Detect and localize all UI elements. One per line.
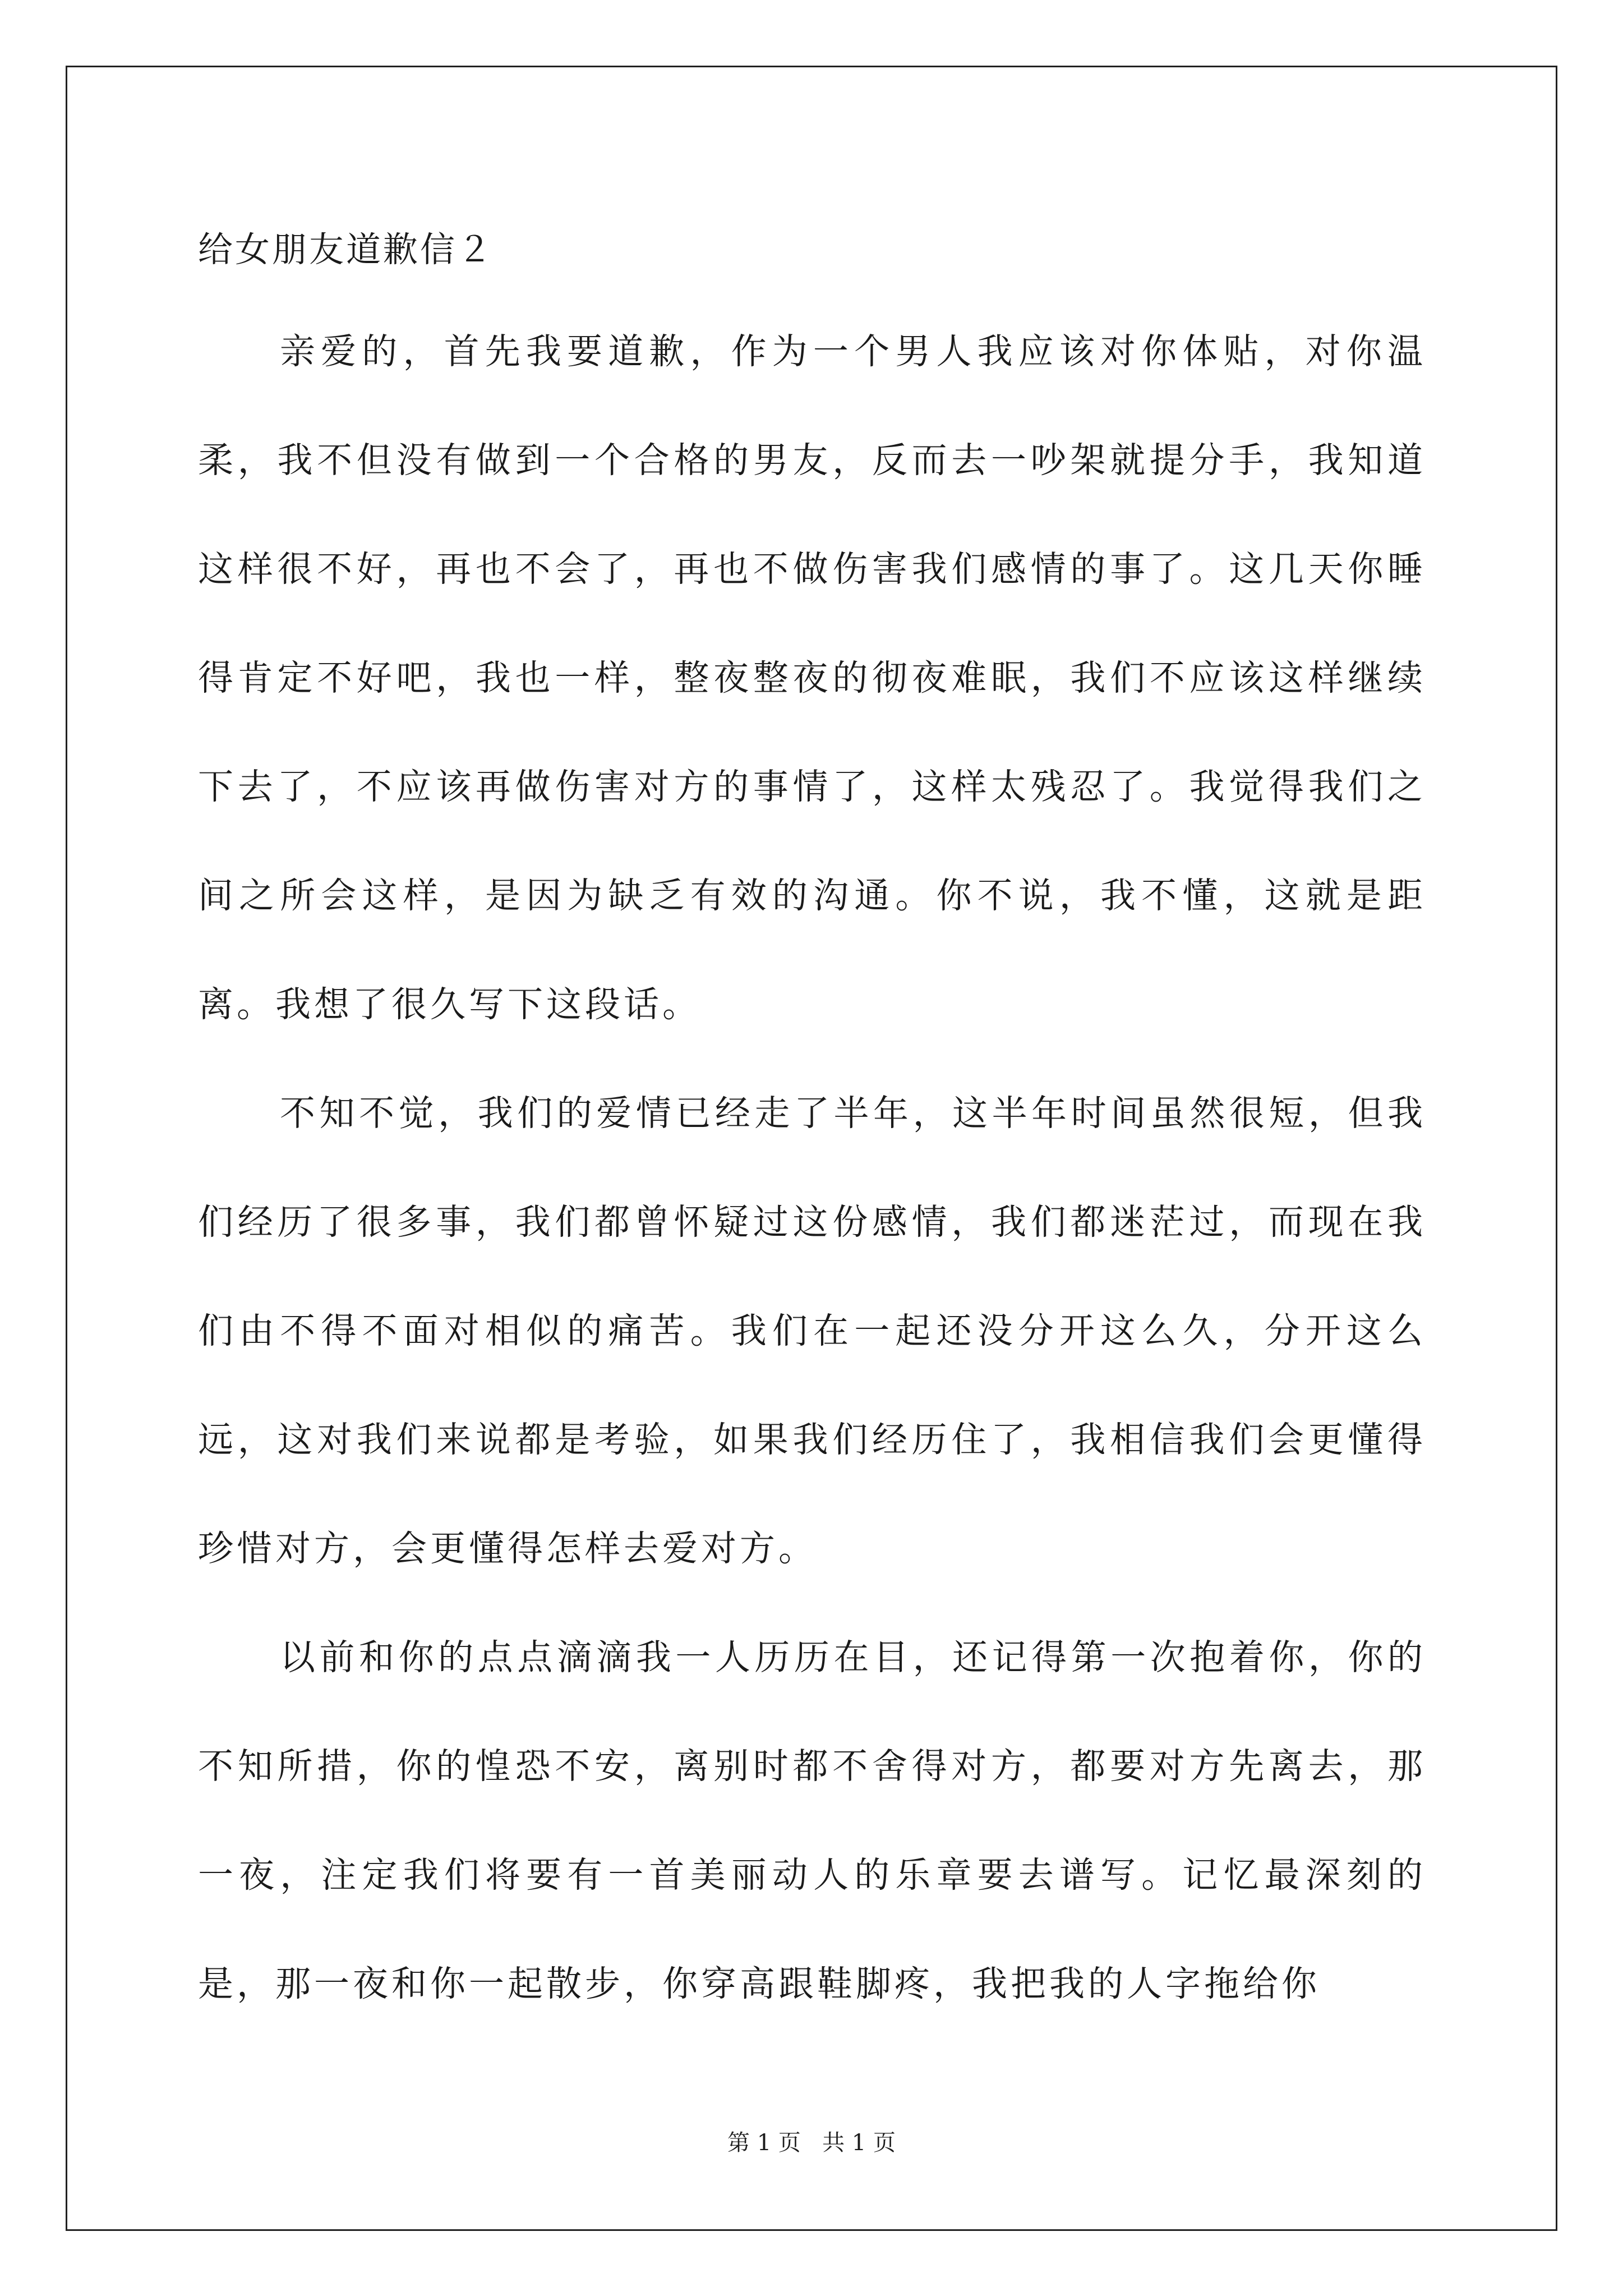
paragraph-2: 不知不觉，我们的爱情已经走了半年，这半年时间虽然很短，但我们经历了很多事，我们都曾怀疑过这份感情，我们都迷茫过，而现在我们由不得不面对相似的痛苦。我们在一起还没分开这么久，分开这么远，这对我们来说都是考验，如果我们经历住了，我相信我们会更懂得珍惜对方，会更懂得怎样去爱对方。 xyxy=(198,1093,1426,1569)
document-body xyxy=(198,297,1426,2039)
page-footer: 第 1 页 共 1 页 xyxy=(727,2130,896,2156)
paragraph-3: 以前和你的点点滴滴我一人历历在目，还记得第一次抱着你，你的不知所措，你的惶恐不安，离别时都不舍得对方，都要对方先离去，那一夜，注定我们将要有一首美丽动人的乐章要去谱写。记忆最深刻的是，那一夜和你一起散步，你穿高跟鞋脚疼，我把我的人字拖给你 xyxy=(198,1637,1426,2004)
paragraph-1: 亲爱的，首先我要道歉，作为一个男人我应该对你体贴，对你温柔，我不但没有做到一个合格的男友，反而去一吵架就提分手，我知道这样很不好，再也不会了，再也不做伤害我们感情的事了。这几天你睡得肯定不好吧，我也一样，整夜整夜的彻夜难眠，我们不应该这样继续下去了，不应该再做伤害对方的事情了，这样太残忍了。我觉得我们之间之所会这样，是因为缺乏有效的沟通。你不说，我不懂，这就是距离。我想了很久写下这段话。 xyxy=(198,331,1426,1025)
document-title: 给女朋友道歉信２ xyxy=(198,229,495,270)
